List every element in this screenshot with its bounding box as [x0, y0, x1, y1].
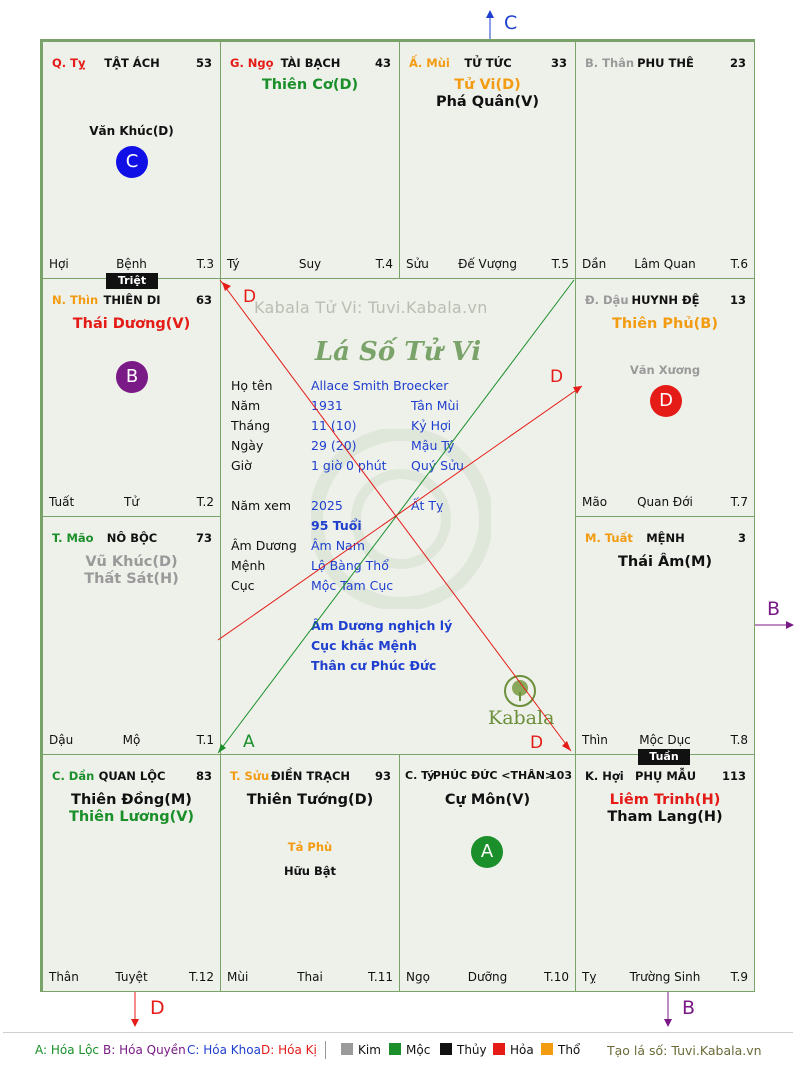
label-cuc: Cục [231, 578, 255, 593]
arrow-label-right: B [767, 598, 781, 620]
note-3: Thân cư Phúc Đức [311, 658, 437, 673]
label-amduong: Âm Dương [231, 538, 297, 553]
main-star: Cự Môn(V) [444, 792, 531, 808]
main-star: Thái Dương(V) [72, 316, 191, 332]
palace-name: NÔ BỘC [106, 531, 158, 545]
stage: Suy [298, 257, 322, 271]
value-menh: Lộ Bàng Thổ [311, 558, 389, 573]
stage: Tử [124, 495, 139, 509]
month: T.8 [730, 733, 748, 747]
arrow-label-bottom-left: D [150, 997, 165, 1019]
value-year-cc: Tân Mùi [411, 398, 459, 413]
minor-star: Tả Phù [287, 840, 333, 854]
month: T.3 [196, 257, 214, 271]
palace-can: N. Thìn [52, 293, 99, 307]
palace-can: G. Ngọ [230, 56, 274, 70]
value-day-cc: Mậu Tý [411, 438, 455, 453]
month: T.7 [730, 495, 748, 509]
main-star-2: Phá Quân(V) [435, 94, 539, 110]
month: T.10 [544, 970, 569, 984]
palace-name: MỆNH [646, 531, 685, 545]
palace-name: TÀI BẠCH [280, 56, 341, 70]
branch: Tỵ [582, 970, 597, 984]
value-cuc: Mộc Tam Cục [311, 578, 394, 593]
label-month: Tháng [231, 418, 271, 433]
hoa-swatch [493, 1043, 505, 1055]
palace-can: B. Thân [585, 56, 635, 70]
palace-can: T. Mão [52, 531, 94, 545]
label-name: Họ tên [231, 378, 273, 393]
stage: Bệnh [116, 257, 147, 271]
palace-can: C. Dần [52, 769, 95, 783]
minor-star-2: Hữu Bật [283, 864, 337, 878]
legend-tho [541, 1043, 580, 1057]
minor-star: Văn Khúc(D) [89, 124, 174, 138]
value-view-year-cc: Ất Tỵ [411, 498, 444, 513]
stage: Mộc Dục [639, 733, 691, 747]
legend-kim [341, 1043, 381, 1057]
palace-name: PHÚC ĐỨC <THÂN> [432, 769, 555, 782]
branch: Hợi [49, 257, 69, 271]
branch: Dần [582, 257, 607, 271]
kabala-logo-text: Kabala [488, 707, 555, 729]
month: T.12 [189, 970, 214, 984]
main-star: Thiên Tướng(D) [246, 792, 374, 808]
month: T.4 [375, 257, 393, 271]
branch: Thìn [582, 733, 608, 747]
palace-age: 93 [374, 769, 391, 783]
main-star: Vũ Khúc(D) [85, 554, 178, 570]
kim-swatch [341, 1043, 353, 1055]
main-star: Thiên Phủ(B) [612, 316, 718, 332]
main-star-2: Thiên Lương(V) [68, 809, 195, 825]
site-link[interactable]: Tạo lá số: Tuvi.Kabala.vn [607, 1043, 762, 1058]
note-1: Âm Dương nghịch lý [311, 618, 453, 633]
branch: Tý [227, 257, 240, 271]
palace-can: Ấ. Mùi [409, 56, 450, 70]
palace-name: ĐIỀN TRẠCH [270, 769, 351, 783]
stage: Mộ [122, 733, 141, 747]
legend-thuy-label: Thủy [457, 1043, 487, 1057]
legend-tho-label: Thổ [558, 1043, 581, 1057]
palace-name: PHỤ MẪU [634, 769, 697, 783]
value-month-cc: Kỷ Hợi [411, 418, 452, 433]
arrow-label-top: C [504, 12, 518, 34]
arrow-label-bottom-right: B [682, 997, 696, 1019]
main-star-2: Tham Lang(H) [607, 809, 723, 825]
value-hour: 1 giờ 0 phút [311, 458, 387, 473]
branch: Mão [582, 495, 608, 509]
stage: Quan Đới [637, 495, 693, 509]
stage: Đế Vượng [458, 257, 517, 271]
palace-can: M. Tuất [585, 531, 633, 545]
month: T.11 [368, 970, 393, 984]
label-menh: Mệnh [231, 558, 266, 573]
label-year: Năm [231, 398, 261, 413]
hoa-loc-marker: A [471, 836, 503, 868]
palace-age: 23 [729, 56, 746, 70]
branch: Tuất [49, 495, 75, 509]
value-name: Allace Smith Broecker [311, 378, 449, 393]
palace-age: 3 [737, 531, 746, 545]
palace-age: 33 [550, 56, 567, 70]
value-view-year: 2025 [311, 498, 343, 513]
branch: Sửu [406, 257, 429, 271]
line-label-d1: D [243, 287, 257, 307]
site-watermark: Kabala Tử Vi: Tuvi.Kabala.vn [254, 298, 488, 317]
palace-age: 83 [195, 769, 212, 783]
value-age: 95 Tuổi [311, 518, 362, 533]
legend-hoa-quyen: B: Hóa Quyền [103, 1043, 186, 1057]
month: T.6 [730, 257, 748, 271]
value-day: 29 (20) [311, 438, 357, 453]
legend-hoa-ki: D: Hóa Kị [261, 1043, 317, 1057]
palace-can: K. Hợi [585, 769, 624, 783]
legend-moc [389, 1043, 430, 1057]
palace-age: 73 [195, 531, 212, 545]
legend-hoa-label: Hỏa [510, 1043, 534, 1057]
triet-tag: Triệt [106, 273, 158, 289]
tho-swatch [541, 1043, 553, 1055]
hoa-ki-marker: D [650, 385, 682, 417]
stage: Trường Sinh [629, 970, 701, 984]
label-day: Ngày [231, 438, 264, 453]
stage: Lâm Quan [634, 257, 696, 271]
branch: Mùi [227, 970, 249, 984]
stage: Dưỡng [467, 970, 508, 984]
branch: Dậu [49, 733, 74, 747]
legend-hoa-khoa: C: Hóa Khoa [187, 1043, 261, 1057]
main-star: Tử Vi(D) [454, 77, 521, 93]
palace-name: QUAN LỘC [98, 769, 166, 783]
palace-age: 53 [195, 56, 212, 70]
palace-name: HUYNH ĐỆ [631, 293, 700, 307]
legend-hoa-loc: A: Hóa Lộc [35, 1043, 100, 1057]
chart-title: Lá Số Tử Vi [314, 337, 482, 367]
line-label-a: A [243, 732, 255, 752]
label-view-year: Năm xem [231, 498, 292, 513]
tuan-tag: Tuần [638, 749, 690, 765]
palace-can: C. Tý [405, 769, 435, 782]
palace-age: 63 [195, 293, 212, 307]
legend-divider [3, 1032, 793, 1033]
thuy-swatch [440, 1043, 452, 1055]
main-star: Liêm Trinh(H) [609, 792, 721, 808]
legend-thuy [440, 1043, 487, 1057]
palace-name: TẬT ÁCH [104, 56, 160, 70]
palace-name: TỬ TỨC [464, 56, 512, 70]
month: T.5 [551, 257, 569, 271]
hoa-khoa-marker: C [116, 146, 148, 178]
palace-name: PHU THÊ [637, 56, 694, 70]
month: T.2 [196, 495, 214, 509]
value-month: 11 (10) [311, 418, 357, 433]
palace-can: Đ. Dậu [585, 293, 629, 307]
line-label-d3: D [530, 733, 544, 753]
value-hour-cc: Quý Sửu [411, 458, 464, 473]
palace-age: 113 [721, 769, 746, 783]
main-star-2: Thất Sát(H) [84, 571, 179, 587]
main-star: Thái Âm(M) [617, 554, 713, 570]
stage: Tuyệt [115, 970, 148, 984]
legend-moc-label: Mộc [406, 1043, 431, 1057]
legend-hoa [493, 1043, 534, 1057]
moc-swatch [389, 1043, 401, 1055]
palace-can: T. Sửu [230, 769, 270, 783]
month: T.1 [196, 733, 214, 747]
legend-kim-label: Kim [358, 1043, 381, 1057]
month: T.9 [730, 970, 748, 984]
palace-age: 43 [374, 56, 391, 70]
palace-age: 13 [729, 293, 746, 307]
palace-can: Q. Tỵ [52, 56, 86, 70]
main-star: Thiên Đồng(M) [71, 792, 192, 808]
note-2: Cục khắc Mệnh [311, 638, 417, 653]
hoa-quyen-marker: B [116, 361, 148, 393]
palace-name: THIÊN DI [103, 293, 161, 307]
label-hour: Giờ [231, 458, 252, 473]
branch: Thân [49, 970, 79, 984]
palace-age: 103 [549, 769, 572, 782]
line-label-d2: D [550, 367, 564, 387]
main-star: Thiên Cơ(D) [261, 77, 359, 93]
stage: Thai [297, 970, 323, 984]
value-year: 1931 [311, 398, 343, 413]
value-amduong: Âm Nam [311, 538, 365, 553]
legend-separator [325, 1041, 326, 1059]
branch: Ngọ [406, 970, 430, 984]
minor-star: Văn Xương [629, 363, 701, 377]
